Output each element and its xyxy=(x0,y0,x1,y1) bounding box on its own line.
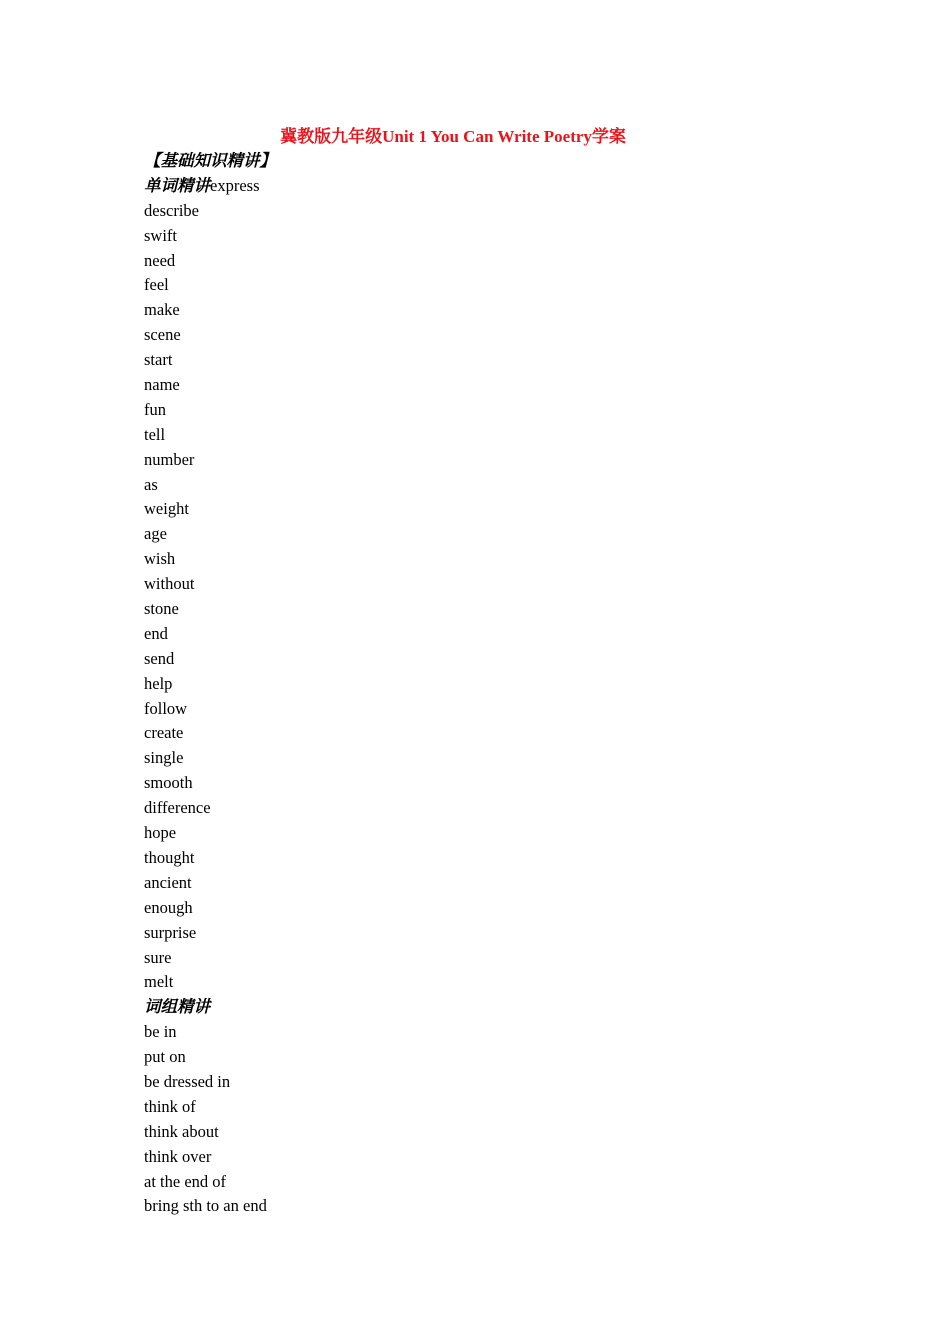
word-item: end xyxy=(144,623,168,643)
word-item: age xyxy=(144,524,167,544)
word-item: sure xyxy=(144,947,172,967)
phrase-item: bring sth to an end xyxy=(144,1196,267,1216)
word-item: thought xyxy=(144,847,195,867)
word-item: melt xyxy=(144,972,174,992)
phrase-item: think over xyxy=(144,1146,212,1166)
phrase-item: be in xyxy=(144,1022,177,1042)
word-item: need xyxy=(144,250,176,270)
word-item: follow xyxy=(144,698,188,718)
word-item: wish xyxy=(144,549,176,569)
phrases-heading: 词组精讲 xyxy=(144,997,210,1017)
phrase-item: at the end of xyxy=(144,1171,227,1191)
word-item: describe xyxy=(144,200,199,220)
word-item: feel xyxy=(144,275,169,295)
document-title: 冀教版九年级Unit 1 You Can Write Poetry学案 xyxy=(280,127,626,146)
words-heading-line xyxy=(144,174,824,199)
document-body xyxy=(144,149,824,1219)
word-item: ancient xyxy=(144,872,192,892)
phrase-item: put on xyxy=(144,1047,186,1067)
word-item: name xyxy=(144,375,180,395)
words-heading: 单词精讲 xyxy=(144,175,210,195)
word-item: difference xyxy=(144,798,211,818)
section-heading: 【基础知识精讲】 xyxy=(144,151,276,170)
phrase-list xyxy=(144,1020,824,1219)
word-item: fun xyxy=(144,399,166,419)
word-item: start xyxy=(144,350,173,370)
word-item: express xyxy=(210,175,260,195)
word-item: weight xyxy=(144,499,189,519)
word-item: hope xyxy=(144,823,177,843)
word-item: as xyxy=(144,474,158,494)
word-item: send xyxy=(144,648,175,668)
word-item: single xyxy=(144,748,184,768)
word-item: surprise xyxy=(144,922,197,942)
word-item: help xyxy=(144,673,173,693)
word-item: enough xyxy=(144,897,193,917)
word-item: tell xyxy=(144,424,166,444)
word-item: make xyxy=(144,300,180,320)
word-item: number xyxy=(144,449,195,469)
word-item: swift xyxy=(144,225,177,245)
word-list xyxy=(144,199,824,996)
phrase-item: think about xyxy=(144,1121,219,1141)
word-item: stone xyxy=(144,599,179,619)
word-item: without xyxy=(144,574,195,594)
word-item: scene xyxy=(144,325,181,345)
word-item: create xyxy=(144,723,184,743)
phrase-item: be dressed in xyxy=(144,1071,231,1091)
phrase-item: think of xyxy=(144,1096,196,1116)
word-item: smooth xyxy=(144,773,193,793)
